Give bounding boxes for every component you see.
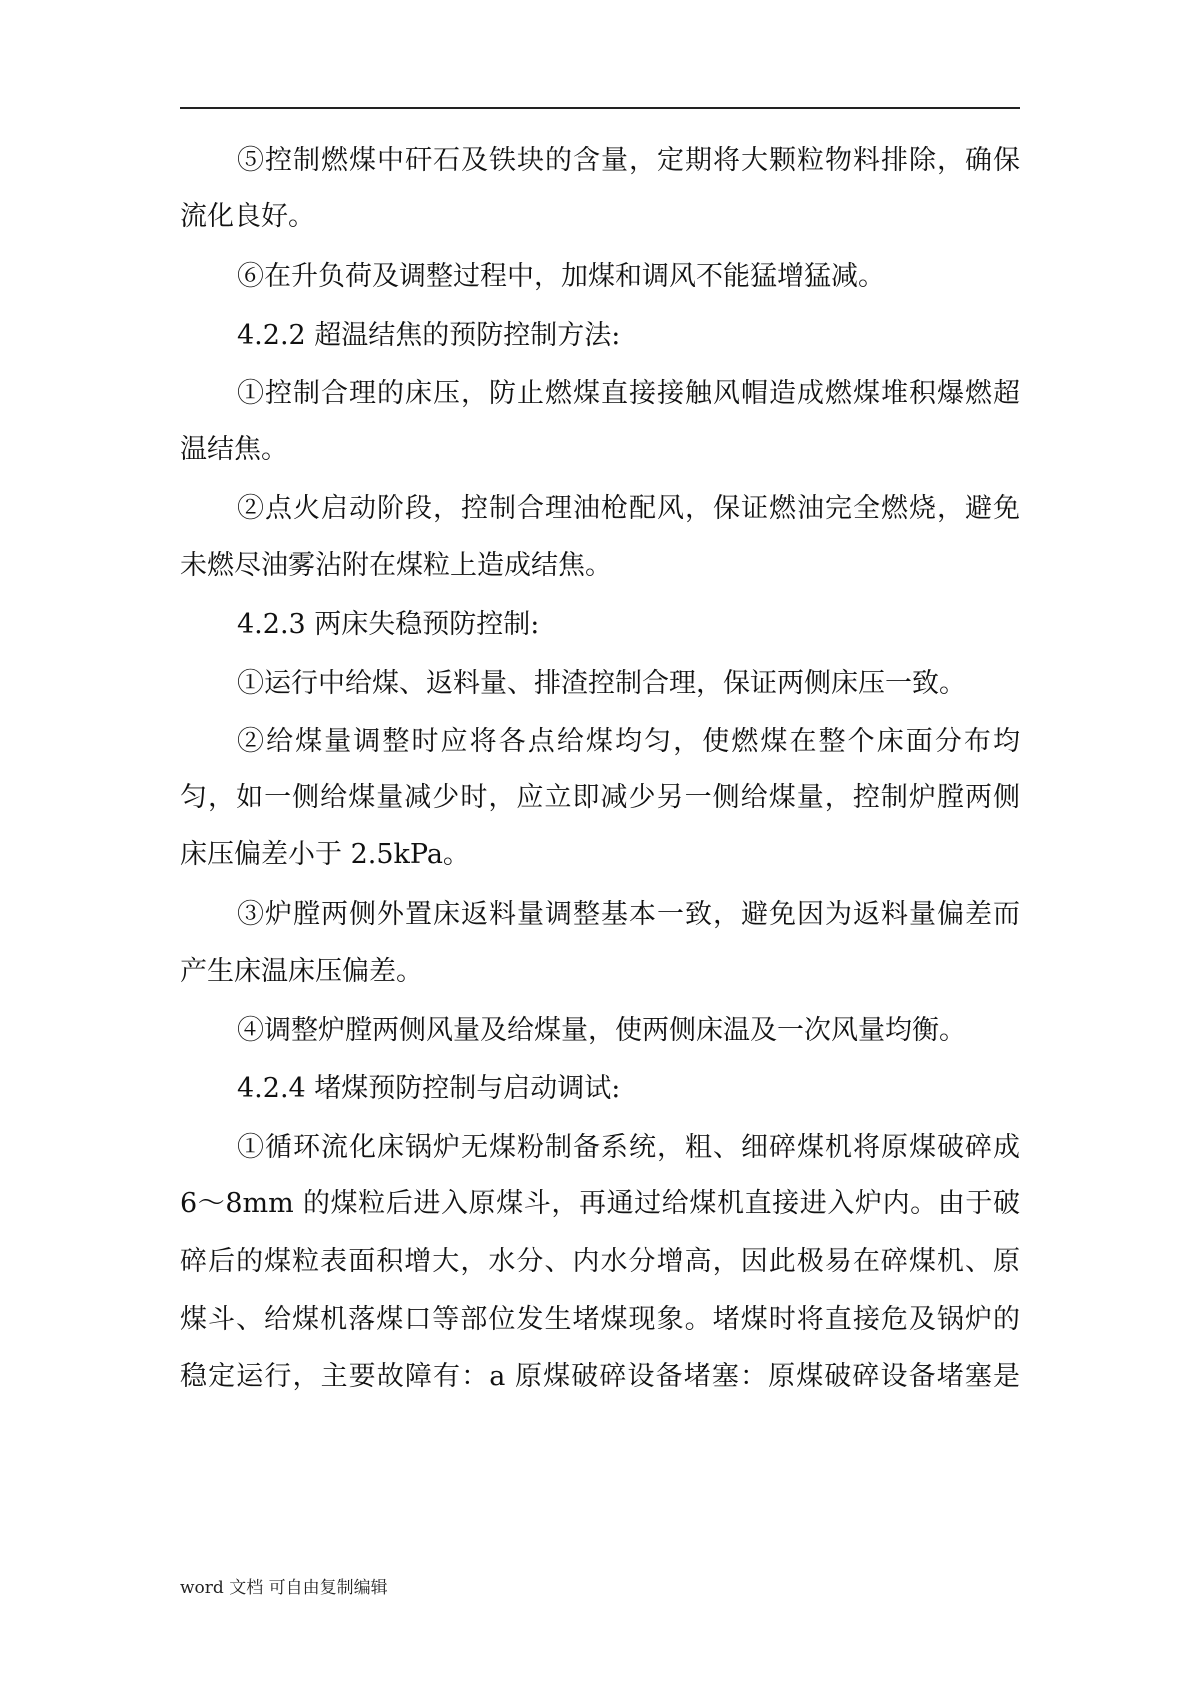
paragraph-line: ①运行中给煤、返料量、排渣控制合理，保证两侧床压一致。 — [237, 668, 966, 699]
paragraph-line: 煤斗、给煤机落煤口等部位发生堵煤现象。堵煤时将直接危及锅炉的 — [180, 1304, 1020, 1335]
paragraph-line: 温结焦。 — [180, 434, 288, 465]
paragraph-line: ①控制合理的床压，防止燃煤直接接触风帽造成燃煤堆积爆燃超 — [237, 378, 1020, 409]
page-footer: word 文档 可自由复制编辑 — [180, 1578, 388, 1598]
paragraph-line: ⑤控制燃煤中矸石及铁块的含量，定期将大颗粒物料排除，确保 — [237, 145, 1020, 176]
paragraph-line: 床压偏差小于 2.5kPa。 — [180, 839, 470, 870]
paragraph-line: 流化良好。 — [180, 201, 315, 232]
paragraph-line: 碎后的煤粒表面积增大，水分、内水分增高，因此极易在碎煤机、原 — [180, 1246, 1020, 1277]
paragraph-line: 6～8mm 的煤粒后进入原煤斗，再通过给煤机直接进入炉内。由于破 — [180, 1188, 1020, 1219]
paragraph-line: ④调整炉膛两侧风量及给煤量，使两侧床温及一次风量均衡。 — [237, 1015, 966, 1046]
paragraph-line: ①循环流化床锅炉无煤粉制备系统，粗、细碎煤机将原煤破碎成 — [237, 1132, 1020, 1163]
header-rule — [180, 107, 1020, 109]
paragraph-line: 产生床温床压偏差。 — [180, 956, 423, 987]
paragraph-line: ②给煤量调整时应将各点给煤均匀，使燃煤在整个床面分布均 — [237, 726, 1020, 757]
section-heading: 4.2.2 超温结焦的预防控制方法: — [237, 320, 621, 351]
paragraph-line: ③炉膛两侧外置床返料量调整基本一致，避免因为返料量偏差而 — [237, 899, 1020, 930]
paragraph-line: ⑥在升负荷及调整过程中，加煤和调风不能猛增猛减。 — [237, 261, 885, 292]
paragraph-line: 未燃尽油雾沾附在煤粒上造成结焦。 — [180, 550, 612, 581]
paragraph-line: ②点火启动阶段，控制合理油枪配风，保证燃油完全燃烧，避免 — [237, 493, 1020, 524]
paragraph-line: 稳定运行，主要故障有：a 原煤破碎设备堵塞：原煤破碎设备堵塞是 — [180, 1361, 1020, 1392]
section-heading: 4.2.4 堵煤预防控制与启动调试: — [237, 1073, 621, 1104]
section-heading: 4.2.3 两床失稳预防控制: — [237, 609, 540, 640]
paragraph-line: 匀，如一侧给煤量减少时，应立即减少另一侧给煤量，控制炉膛两侧 — [180, 782, 1020, 813]
